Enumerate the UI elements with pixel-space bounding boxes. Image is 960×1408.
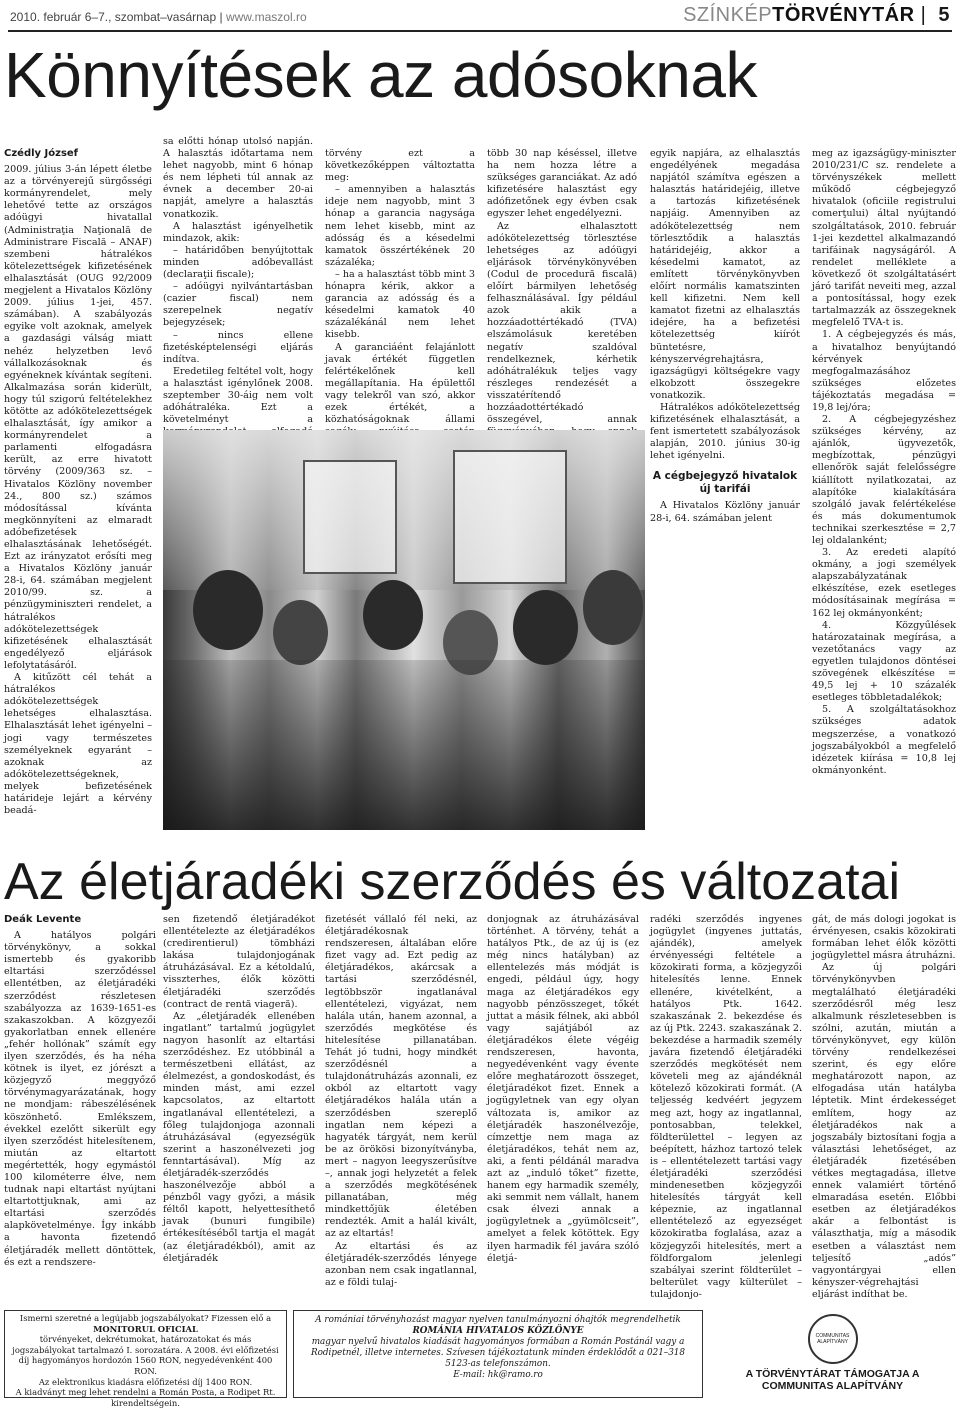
paragraph: törvény ezt a következőképpen változtatta meg:	[325, 148, 475, 184]
paragraph: 2. A cégbejegyzéshez szükséges kérvény, az ajánlók, ügyvezetők, megbízottak, pénzügyi ellenőrök saját felelősségre kiállított nyilatkozatai, az alapítóke kialakítására szolgáló javak felértékelése és más dokumentumok technikai szerkesztése = 2,7 lej oldalanként;	[812, 414, 956, 546]
paragraph: 2009. július 3-án lépett életbe az a törvényerejű sürgősségi kormányrendelet, mely lehetővé tette az országos adóügyi hivatallal (Administraţia Naţională de Administrare Fiscală – ANAF) szembeni hátralékos kötelezettségek kifizetésének elhalasztását (OUG 92/2009 megjelent a Hivatalos Közlöny 2009. július 1-jei, 457. számában). A szabályozás egyike volt azoknak, amelyek a gazdasági válság miatt nehéz helyzetben levő vállalkozásoknak és egyéneknek kívántak segíteni. Alkalmazása során kiderült, hogy túl szigorú feltételekhez kötötte az adókötelezettségek elhalasztását, így amikor a kormányrendelet a parlamenti elfogadásra került, az erre hivatott törvény (2009/363 sz. – Hivatalos Közlöny november 24., 800 sz.) számos módosítással kívánta megkönnyíteni az elmaradt adóbefizetések elhalasztásának lehetőségét. Ezt az irányzatot erősíti meg a Hivatalos Közlöny január 28-i, 64. számában megjelent 2010/99. sz. a pénzügyminiszteri rendelet, a hátralékos adókötelezettségek kifizetésének elhalasztását engedélyező eljárások lefolytatásáról.	[4, 164, 152, 671]
article1-author: Czédly József	[4, 148, 79, 159]
box-text: magyar nyelvű hivatalos kiadását hagyományos formában a Román Postánál vagy a Rodipetnél, illetve internetes. Szívesen tájékoztatunk minden érdeklődőt a 021–318 5123-as telefonszámon.	[311, 1337, 685, 1369]
page-header	[8, 4, 952, 32]
box-text: A kiadványt meg lehet rendelni a Román Posta, a Rodipet Rt. kirendeltségein.	[15, 1387, 276, 1408]
article1-title: Könnyítések az adósoknak	[4, 39, 757, 111]
photo-background	[163, 430, 645, 590]
gazette-box	[293, 1310, 703, 1398]
article2-col5	[650, 914, 802, 1306]
paragraph: 4. Közgyűlések határozatainak megírása, a vezetőtanács vagy az egyetlen tulajdonos döntései szövegének elkészítése = 49,5 lej + 10 százalék esetleges többletadalékok;	[812, 619, 956, 704]
paragraph: Hátralékos adókötelezettség kifizetésének elhalasztását, a fent ismertetett szabályozások alapján, 2010. június 30-ig lehet igényelni.	[650, 401, 800, 462]
box-text: törvényeket, dekrétumokat, határozatokat és más jogszabályokat tartalmazó I. sorozatára. A 2008. évi előfizetési díj hagyományos hordozón 1560 RON, negyedévenként 400 RON.	[12, 1334, 279, 1376]
paragraph: egyik napjára, az elhalasztás engedélyének megadása napjától számítva egészen a halasztás határidejéig, illetve a tartozás kifizetésének napjáig. Amennyiben az adókötelezettség nem törlesztődik a halasztás határidejéig, akkor a késedelmi kamatot, az említett törvénykönyvben előírt normális kamatszinten kell kifizetni. Nem kell kamatot fizetni az elhalasztás idejére, ha a befizetési kötelezettség kiírót büntetésre, kényszervégrehajtásra, igazságügyi költségekre vagy elkobzott összegekre vonatkozik.	[650, 148, 800, 401]
paragraph: A kitűzött cél tehát a hátralékos adókötelezettségek lehetséges elhalasztása. Elhalasztását lehet igényelni – jogi vagy természetes személyeknek egyaránt – azoknak az adókötelezettségeknek, melyek befizetésének határideje lejárt a kérvény beadá-	[4, 672, 152, 817]
logo-text: COMMUNITAS ALAPÍTVÁNY	[815, 1333, 850, 1345]
section-prefix: SZÍNKÉP	[683, 4, 773, 26]
photo-person	[363, 580, 423, 650]
publication-name: MONITORUL OFICIAL	[93, 1323, 198, 1334]
section-name: TÖRVÉNYTÁR	[772, 4, 915, 26]
photo-person	[273, 600, 328, 665]
date-text: 2010. február 6–7., szombat–vasárnap	[10, 10, 217, 24]
photo-person	[193, 570, 263, 650]
section-title: SZÍNKÉPTÖRVÉNYTÁR | 5	[683, 4, 950, 26]
article2-col6	[812, 914, 956, 1306]
photo-person	[513, 590, 578, 665]
sponsor-text: A TÖRVÉNYTÁRAT TÁMOGATJA A COMMUNITAS ALAPÍTVÁNY	[745, 1368, 920, 1392]
paragraph: radéki szerződés ingyenes jogügylet (ingyenes juttatás, ajándék), amelyek érvényességi feltétele a közokirati forma, a közjegyzői hitelesítés lenne. Ennek ellenére, kivételként, a hatályos Ptk. 1642. szakaszának 2. bekezdése és az új Ptk. 2243. szakaszának 2. bekezdése a harmadik személy javára fizetendő életjáradéki szerződés megkötését nem követeli meg az ajándéknál kötelező közokirati formát. (A teljesség kedvéért jegyzem meg azt, hogy az ingatlannal, pontosabban, telekkel, földterülettel – legyen az beépített, házhoz tartozó telek is – ellentételezett tartási vagy életjáradéki szerződési mindenesetben közjegyzői hitelesítés tárgyát kell képeznie, az ingatlannal ellentételező az egyezséget közokiratba foglalása, azaz a közjegyzői hitelesítés, mert a földforgalom jelenlegi szabályai szerint földterület – belterület vagy külterület – tulajdonjo-	[650, 914, 802, 1300]
paragraph: – amennyiben a halasztás ideje nem nagyobb, mint 3 hónap a garancia nagysága nem lehet kisebb, mint az adósság és a késedelmi kamatok összértékének 20 százaléka;	[325, 184, 475, 268]
publication-name: ROMÁNIA HIVATALOS KÖZLÖNYE	[412, 1326, 584, 1336]
paragraph: sa előtti hónap utolsó napján. A halasztás időtartama nem lehet nagyobb, mint 6 hónap és nem lépheti túl annak az évnek a december 20-ai napját, amelyre a halasztás vonatkozik.	[163, 136, 313, 220]
box-text: A romániai törvényhozást magyar nyelven tanulmányozni óhajtók megrendelhetik	[315, 1315, 681, 1325]
paragraph: Az „életjáradék ellenében ingatlant” tartalmú jogügylet nagyon hasonlít az eltartási szerződéshez. Ez utóbbinál a természetbeni ellátást, az élelmezést, a gondoskodást, és minden mást, ami ezzel kapcsolatos, az eltartott ingatlanával ellentételezi, a főleg tulajdonjoga azonnali átruházásával (egyezségük szerint a haszonélvezeti jog fenntartásával). Míg az életjáradék-szerződés haszonélvezője abból a pénzből vagy győzi, a másik féltől kapott, helyettesíthető javak (bunuri fungibile) értékesítéséből tartja el magát (az életjáradékból), amit az életjáradék	[163, 1010, 315, 1264]
paragraph: Az eltartási és az életjáradék-szerződés lényege azonban nem csak ingatlannal, az e földi tulaj-	[325, 1240, 477, 1288]
paragraph: 3. Az eredeti alapító okmány, a jogi személyek alapszabályzatának elkészítése, ezek esetleges módosításainak megírása = 162 lej okmányonként;	[812, 547, 956, 619]
article1-col6	[812, 148, 956, 848]
site-link[interactable]: www.maszol.ro	[225, 10, 307, 24]
issue-date: 2010. február 6–7., szombat–vasárnap | www.maszol.ro	[10, 10, 307, 24]
article2-col1	[4, 914, 156, 1306]
paragraph: fizetését vállaló fél neki, az életjáradékosnak rendszeresen, általában előre fizet vagy ad. Ezt pedig az életjáradékos, akárcsak a tartási szerződésnél, legtöbbször ingatlanával ellentételezi, vigyázat, nem halála után, hanem azonnal, a szerződés megkötése és hitelesítése pillanatában. Tehát jó tudni, hogy mindkét szerződésnél a tulajdonátruházás azonnali, ez okból az eltartott vagy életjáradékos halála után a szerződésben szereplő ingatlan nem képezi a hagyaték tárgyát, nem kerül be az örökösi bizonyítványba, mert – nagyon leegyszerűsítve –, annak jogi helyzetét a felek a szerződés megkötésének pillanatában, még mindkettőjük életében rendezték. Amit a halál kivált, az az eltartás!	[325, 914, 477, 1240]
paragraph: Az elhalasztott adókötelezettség törlesztése lehetséges az adóügyi eljárások törvénykönyvében (Codul de procedură fiscală) előírt bármilyen lehetőség felhasználásával. Így például azok akik a hozzáadottértékadó (TVA) elszámolásuk keretében negatív szaldóval rendelkeznek, kérhetik adóhátralékuk teljes vagy részleges rendezését a visszatérítendő hozzáadottértékadó összegével, annak	[487, 220, 637, 426]
paragraph: A Hivatalos Közlöny január 28-i, 64. számában jelent	[650, 500, 800, 524]
sponsor-box	[709, 1310, 956, 1398]
article2-col2	[163, 914, 315, 1306]
photo-person	[583, 570, 643, 645]
photo-window	[303, 460, 397, 574]
box-text: Az elektronikus kiadásra előfizetési díj 1400 RON.	[38, 1376, 253, 1387]
paragraph: A garanciáént felajánlott javak értékét független felértékelőnek kell megállapítania. Ha épülettől vagy telekről van szó, akkor ezek értékét, a közhatóságoknak állami	[325, 341, 475, 426]
paragraph: 5. A szolgáltatásokhoz szükséges adatok megszerzése, a vonatkozó jogszabályokból a megfelelő idézetek kiírása = 10,8 lej okmányonként.	[812, 704, 956, 776]
subscription-box	[4, 1310, 287, 1408]
paragraph: 1. A cégbejegyzés és más, a hivatalhoz benyújtandó kérvények megfogalmazásához szükséges előzetes tájékoztatás megadása = 19,8 lej/óra;	[812, 329, 956, 413]
paragraph: sen fizetendő életjáradékot ellentételezte az életjáradékos (credirentierul) tömbházi lakása tulajdonjogának átruházásával. Ez a kétoldalú, visszterhes, élők közötti életjáradéki szerződés (contract de rentă viageră).	[163, 914, 315, 1010]
paragraph: meg az igazságügy-miniszter 2010/231/C sz. rendelete a törvényszékek mellett működő cégbejegyző hivatalok (oficiile registrului comerţului) által nyújtandó szolgáltatások, 2010. február 1-jei kezdettel alkalmazandó tarifáinak nagyságáról. A rendelet melléklete a következő öt szolgáltatásért járó tarifát neveiti meg, azzal a pontosítással, hogy ezek tartalmazzák az összegeknek megfelelő TVA-t is.	[812, 148, 956, 329]
article1-col2	[163, 136, 313, 426]
article2-author: Deák Levente	[4, 914, 82, 925]
photo-window	[453, 450, 567, 584]
page-number: 5	[938, 4, 950, 26]
article1-col4	[487, 148, 637, 428]
email-link[interactable]: E-mail: hk@ramo.ro	[453, 1370, 543, 1380]
article2-title: Az életjáradéki szerződés és változatai	[4, 853, 901, 911]
article2-col4	[487, 914, 639, 1306]
article1-photo	[163, 430, 645, 830]
photo-crowd	[163, 660, 645, 830]
article1-col3	[325, 148, 475, 428]
footer-ads	[4, 1310, 956, 1408]
communitas-logo-icon	[808, 1314, 858, 1364]
paragraph: – adóügyi nyilvántartásban (cazier fiscal) nem szerepelnek negatív bejegyzések;	[163, 281, 313, 329]
paragraph: A hatályos polgári törvénykönyv, a sokkal ismertebb és gyakoribb eltartási szerződéssel ellentétben, az életjáradéki szerződést részletesen szabályozza az 1639-1651-es szakaszokban. A közgyezői gyakorlatban ennek ellenére „fehér hollónak” számít egy ilyen szerződés, és ha néha kötnek is ilyet, ez jórészt a közjegyző meggyőző törvénymagyarázatának, hogy ne mondjam: rábeszélésének köszönhető. Emlékszem, évekkel ezelőtt sikerült egy ilyen szerződést hitelesítenem, miután az eltartott megértették, hogy egymástól 100 kilométerre élve, nem tudnak napi eltartást nyújtani eltartottjuknak, ami az eltartási szerződés alapkövetelménye. Így inkább a havonta fizetendő életjáradék mellett döntöttek, és ezt a rendszere-	[4, 930, 156, 1268]
paragraph: Az új polgári törvénykönyvben megtalálható életjáradéki szerződésről még lesz alkalmunk részletesebben is szólni, azután, miután a törvénykönyvet, egy külön törvény rendelkezései szerint, és egy előre meghatározott napon, az elfogadása után hatályba léptetik. Mint érdekességet említem, hogy az életjáradékos nak a jogszabály biztosítani fogja a választási lehetőséget, az életjáradék fizetésében vétkes megtagadása, illetve ennek valamiért történő elmaradása esetén. Előbbi esetben az életjáradékos akár a felbontást is választhatja, míg a második esetben a választást nem teljesítő „adós” vagyontárgyai ellen kényszer-végrehajtási eljárást indíthat be.	[812, 962, 956, 1300]
article2-col3	[325, 914, 477, 1306]
box-text: Ismerni szeretné a legújabb jogszabályokat? Fizessen elő a	[19, 1313, 272, 1323]
paragraph: – ha a halasztást több mint 3 hónapra kérik, akkor a garancia az adósság és a késedelmi kamatok 40 százalékánál nem lehet kisebb.	[325, 268, 475, 341]
paragraph: Eredetileg feltétel volt, hogy a halasztást igénylőnek 2008. szeptember 30-áig nem volt adóhátraléka. Ezt a követelményt a	[163, 365, 313, 426]
article1-col5	[650, 148, 800, 568]
paragraph: A halasztást igényelhetik mindazok, akik:	[163, 220, 313, 244]
paragraph: több 30 nap késéssel, illetve ha nem hozza létre a szükséges garanciákat. Az adó kifizetésére halasztást egy adófizetőnek egy évben csak egyszer lehet engedélyezni.	[487, 148, 637, 220]
subheading: A cégbejegyző hivatalok új tarifái	[652, 470, 798, 496]
article1-col1	[4, 148, 152, 848]
paragraph: – határidőben benyújtottak minden adóbevallást (declaraţii fiscale);	[163, 244, 313, 281]
paragraph: gát, de más dologi jogokat is érvényesen, csakis közokirati formában lehet élők közötti jogügylettel másra átruházni.	[812, 914, 956, 962]
paragraph: – nincs ellene fizetésképtelenségi eljárás indítva.	[163, 329, 313, 365]
paragraph: donjognak az átruházásával történhet. A törvény, tehát a hatályos Ptk., de az új is (ez még nincs hatályban) az ellentelezés más módját is engedi, például úgy, hogy maga az életjáradékos egy nagyobb pénzösszeget, tőkét juttat a másik félnek, aki abból vagy sajátjából az életjáradékos élete végéig rendszeresen, havonta, negyedévenként vagy évente előre meghatározott összeget, életjáradékot fizet. Ennek a jogügyletnek van egy olyan változata is, amikor az életjáradék haszonélvezője, címzettje nem maga az életjáradékos, tehát nem az, aki, a fenti példánál maradva azt az „induló tőket” fizette, hanem egy harmadik személy, aki semmit nem vállalt, hanem csak élvezi annak a jogügyletnek a „gyümölcseit”, amelyet a felek kötöttek. Egy ilyen harmadik fél javára szóló életjá-	[487, 914, 639, 1264]
